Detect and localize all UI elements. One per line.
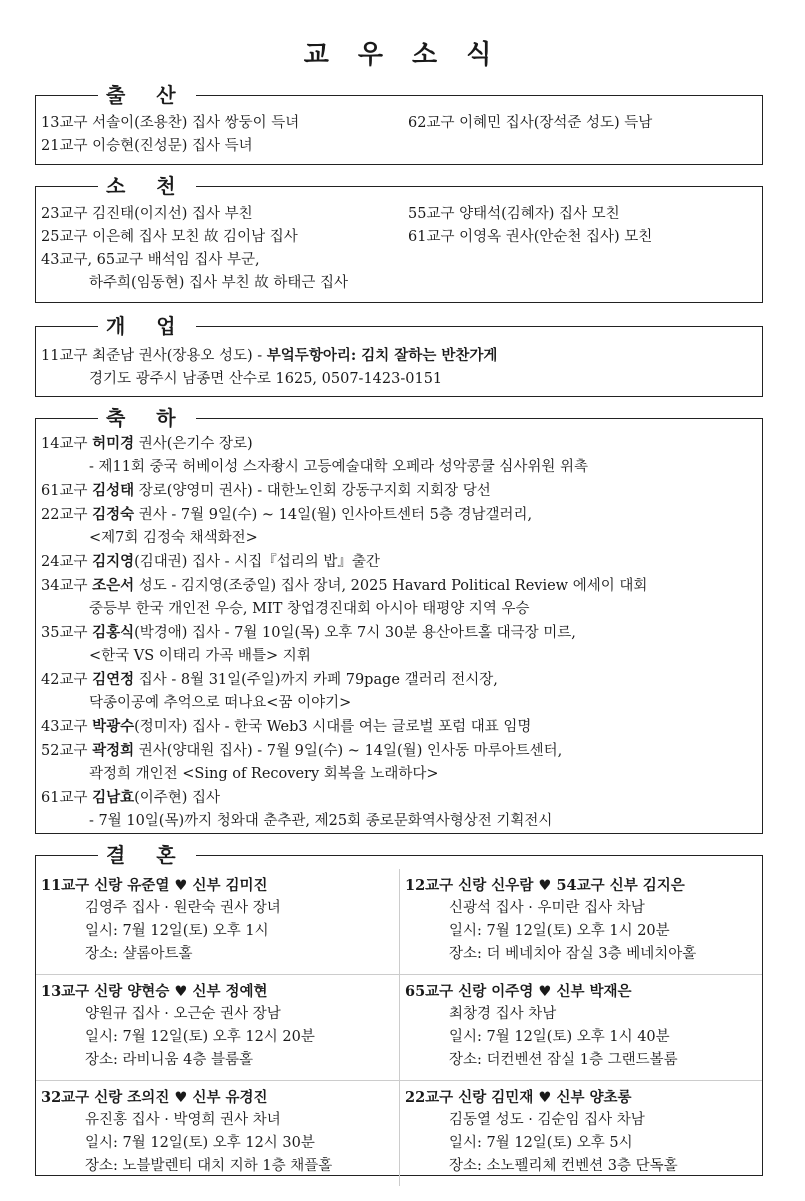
congrats-parish: 61교구 — [41, 790, 93, 806]
congrats-parish: 35교구 — [41, 625, 93, 641]
congrats-section — [35, 406, 763, 834]
congrats-heading: 축 하 — [98, 405, 196, 431]
bride-name: 신부 유경진 — [192, 1089, 268, 1106]
business-heading: 개 업 — [98, 313, 196, 339]
bride-name: 신부 양초롱 — [556, 1089, 632, 1106]
congrats-detail-continued: 닥종이공예 추억으로 떠나요<꿈 이야기> — [89, 695, 352, 711]
death-entry: 55교구 양태석(김혜자) 집사 모친 — [408, 206, 620, 222]
congrats-detail-continued: 중등부 한국 개인전 우승, MIT 창업경진대회 아시아 태평양 지역 우승 — [89, 601, 530, 617]
wedding-grid — [36, 869, 762, 1186]
list-item — [41, 226, 762, 249]
wedding-place: 장소: 소노펠리체 컨벤션 3층 단독홀 — [449, 1158, 678, 1174]
congrats-detail: 집사 - 8월 31일(주일)까지 카페 79page 갤러리 전시장, — [134, 672, 498, 688]
wedding-couple — [405, 980, 762, 1003]
groom-name: 22교구 신랑 김민재 — [405, 1089, 534, 1106]
birth-entry: 13교구 서솔이(조용찬) 집사 쌍둥이 득녀 — [41, 115, 300, 131]
heart-icon: ♥ — [174, 983, 188, 1000]
groom-name: 11교구 신랑 유준열 — [41, 877, 170, 894]
congrats-person-name: 김남효 — [92, 789, 135, 806]
list-item — [41, 479, 762, 503]
list-item — [41, 550, 762, 574]
wedding-place: 장소: 노블발렌티 대치 지하 1층 채플홀 — [85, 1158, 333, 1174]
bride-name: 신부 박재은 — [556, 983, 632, 1000]
wedding-heading: 결 혼 — [98, 842, 196, 868]
business-section — [35, 314, 763, 397]
congrats-detail: 권사(양대원 집사) - 7월 9일(수) ~ 14일(월) 인사동 마루아트센터, — [134, 743, 563, 759]
congrats-person-name: 김지영 — [92, 553, 135, 570]
wedding-date: 일시: 7월 12일(토) 오후 1시 20분 — [449, 923, 670, 939]
wedding-place: 장소: 라비니움 4층 블룸홀 — [85, 1052, 254, 1068]
wedding-entry — [399, 975, 762, 1080]
wedding-date: 일시: 7월 12일(토) 오후 12시 30분 — [85, 1135, 315, 1151]
bride-name: 신부 김미진 — [192, 877, 268, 894]
wedding-couple — [41, 980, 399, 1003]
congrats-parish: 34교구 — [41, 578, 93, 594]
heart-icon: ♥ — [538, 877, 552, 894]
congrats-detail: (김대권) 집사 - 시집『섭리의 밥』출간 — [134, 554, 380, 570]
wedding-family: 김영주 집사 · 원란숙 권사 장녀 — [85, 900, 281, 916]
list-item — [41, 621, 762, 645]
congrats-parish: 43교구 — [41, 719, 93, 735]
congrats-detail: 장로(양영미 권사) - 대한노인회 강동구지회 지회장 당선 — [134, 483, 491, 499]
death-section — [35, 174, 763, 303]
congrats-detail-continued: <한국 VS 이태리 가곡 배틀> 지휘 — [89, 648, 311, 664]
congrats-person-name: 김연정 — [92, 671, 135, 688]
birth-section — [35, 83, 763, 165]
business-owner: 11교구 최준남 권사(장용오 성도) - — [41, 348, 267, 364]
congrats-parish: 14교구 — [41, 436, 93, 452]
wedding-date: 일시: 7월 12일(토) 오후 12시 20분 — [85, 1029, 315, 1045]
death-entry: 43교구, 65교구 배석임 집사 부군, — [41, 252, 260, 268]
list-item — [41, 203, 762, 226]
wedding-date: 일시: 7월 12일(토) 오후 1시 40분 — [449, 1029, 670, 1045]
business-entry — [41, 344, 762, 368]
wedding-entry — [399, 869, 762, 974]
list-item — [41, 574, 762, 598]
wedding-family: 양원규 집사 · 오근순 권사 장남 — [85, 1006, 281, 1022]
list-item — [41, 786, 762, 810]
death-entry: 25교구 이은혜 집사 모친 故 김이남 집사 — [41, 229, 298, 245]
congrats-person-name: 김홍식 — [92, 624, 135, 641]
heart-icon: ♥ — [174, 1089, 188, 1106]
wedding-row — [36, 1080, 762, 1186]
wedding-couple — [405, 874, 762, 897]
bride-name: 54교구 신부 김지은 — [556, 877, 685, 894]
wedding-couple — [405, 1086, 762, 1109]
congrats-parish: 22교구 — [41, 507, 93, 523]
list-item — [41, 249, 762, 272]
congrats-detail: (이주현) 집사 — [134, 790, 221, 806]
death-entry-continued: 하주희(임동현) 집사 부친 故 하태근 집사 — [89, 275, 348, 291]
list-item — [41, 503, 762, 527]
list-item — [41, 668, 762, 692]
congrats-detail: 권사(은기수 장로) — [134, 436, 253, 452]
congrats-parish: 52교구 — [41, 743, 93, 759]
groom-name: 32교구 신랑 조의진 — [41, 1089, 170, 1106]
wedding-family: 유진홍 집사 · 박영희 권사 차녀 — [85, 1112, 281, 1128]
congrats-person-name: 박광수 — [92, 718, 135, 735]
congrats-parish: 24교구 — [41, 554, 93, 570]
congrats-parish: 42교구 — [41, 672, 93, 688]
congrats-detail: (정미자) 집사 - 한국 Web3 시대를 여는 글로벌 포럼 대표 임명 — [134, 719, 532, 735]
wedding-row — [36, 974, 762, 1080]
wedding-place: 장소: 샬롬아트홀 — [85, 946, 193, 962]
page-title: 교 우 소 식 — [303, 40, 502, 70]
congrats-parish: 61교구 — [41, 483, 93, 499]
wedding-couple — [41, 874, 399, 897]
wedding-family: 김동열 성도 · 김순임 집사 차남 — [449, 1112, 645, 1128]
death-entry: 23교구 김진태(이지선) 집사 부친 — [41, 206, 253, 222]
business-address: 경기도 광주시 남종면 산수로 1625, 0507-1423-0151 — [89, 371, 443, 387]
congrats-detail-continued: - 제11회 중국 허베이성 스자좡시 고등예술대학 오페라 성악콩쿨 심사위원 위촉 — [89, 459, 589, 475]
congrats-detail: 성도 - 김지영(조중일) 집사 장녀, 2025 Havard Political Review 에세이 대회 — [134, 578, 648, 594]
birth-entry: 62교구 이혜민 집사(장석준 성도) 득남 — [408, 115, 653, 131]
wedding-section — [35, 843, 763, 1176]
groom-name: 65교구 신랑 이주영 — [405, 983, 534, 1000]
heart-icon: ♥ — [538, 1089, 552, 1106]
birth-entry: 21교구 이승현(진성문) 집사 득녀 — [41, 138, 253, 154]
groom-name: 13교구 신랑 양현승 — [41, 983, 170, 1000]
congrats-detail-continued: - 7월 10일(목)까지 청와대 춘추관, 제25회 종로문화역사형상전 기획전시 — [89, 813, 553, 829]
wedding-date: 일시: 7월 12일(토) 오후 1시 — [85, 923, 269, 939]
congrats-person-name: 김성태 — [92, 482, 135, 499]
wedding-place: 장소: 더컨벤션 잠실 1층 그랜드볼룸 — [449, 1052, 678, 1068]
list-item — [41, 112, 762, 135]
wedding-entry — [36, 1081, 399, 1186]
list-item — [41, 432, 762, 456]
congrats-person-name: 곽정희 — [92, 742, 135, 759]
wedding-family: 최창경 집사 차남 — [449, 1006, 557, 1022]
heart-icon: ♥ — [538, 983, 552, 1000]
wedding-row — [36, 869, 762, 974]
wedding-couple — [41, 1086, 399, 1109]
congrats-detail-continued: <제7회 김정숙 채색화전> — [89, 530, 258, 546]
congrats-detail-continued: 곽정희 개인전 <Sing of Recovery 회복을 노래하다> — [89, 766, 439, 782]
wedding-family: 신광석 집사 · 우미란 집사 차남 — [449, 900, 645, 916]
list-item — [41, 739, 762, 763]
death-entry: 61교구 이영옥 권사(안순천 집사) 모친 — [408, 229, 653, 245]
business-name: 부엌두항아리: 김치 잘하는 반찬가게 — [266, 347, 498, 364]
congrats-detail: 권사 - 7월 9일(수) ~ 14일(월) 인사아트센터 5층 경남갤러리, — [134, 507, 533, 523]
bride-name: 신부 정예현 — [192, 983, 268, 1000]
list-item — [41, 715, 762, 739]
wedding-entry — [36, 975, 399, 1080]
congrats-detail: (박경애) 집사 - 7월 10일(목) 오후 7시 30분 용산아트홀 대극장 미르, — [134, 625, 576, 641]
groom-name: 12교구 신랑 신우람 — [405, 877, 534, 894]
wedding-entry — [399, 1081, 762, 1186]
wedding-entry — [36, 869, 399, 974]
congrats-person-name: 김정숙 — [92, 506, 135, 523]
death-heading: 소 천 — [98, 173, 196, 199]
congrats-person-name: 조은서 — [92, 577, 135, 594]
wedding-place: 장소: 더 베네치아 잠실 3층 베네치아홀 — [449, 946, 697, 962]
wedding-date: 일시: 7월 12일(토) 오후 5시 — [449, 1135, 633, 1151]
congrats-list — [41, 432, 762, 833]
list-item — [41, 135, 762, 158]
heart-icon: ♥ — [174, 877, 188, 894]
congrats-person-name: 허미경 — [92, 435, 135, 452]
birth-heading: 출 산 — [98, 82, 196, 108]
